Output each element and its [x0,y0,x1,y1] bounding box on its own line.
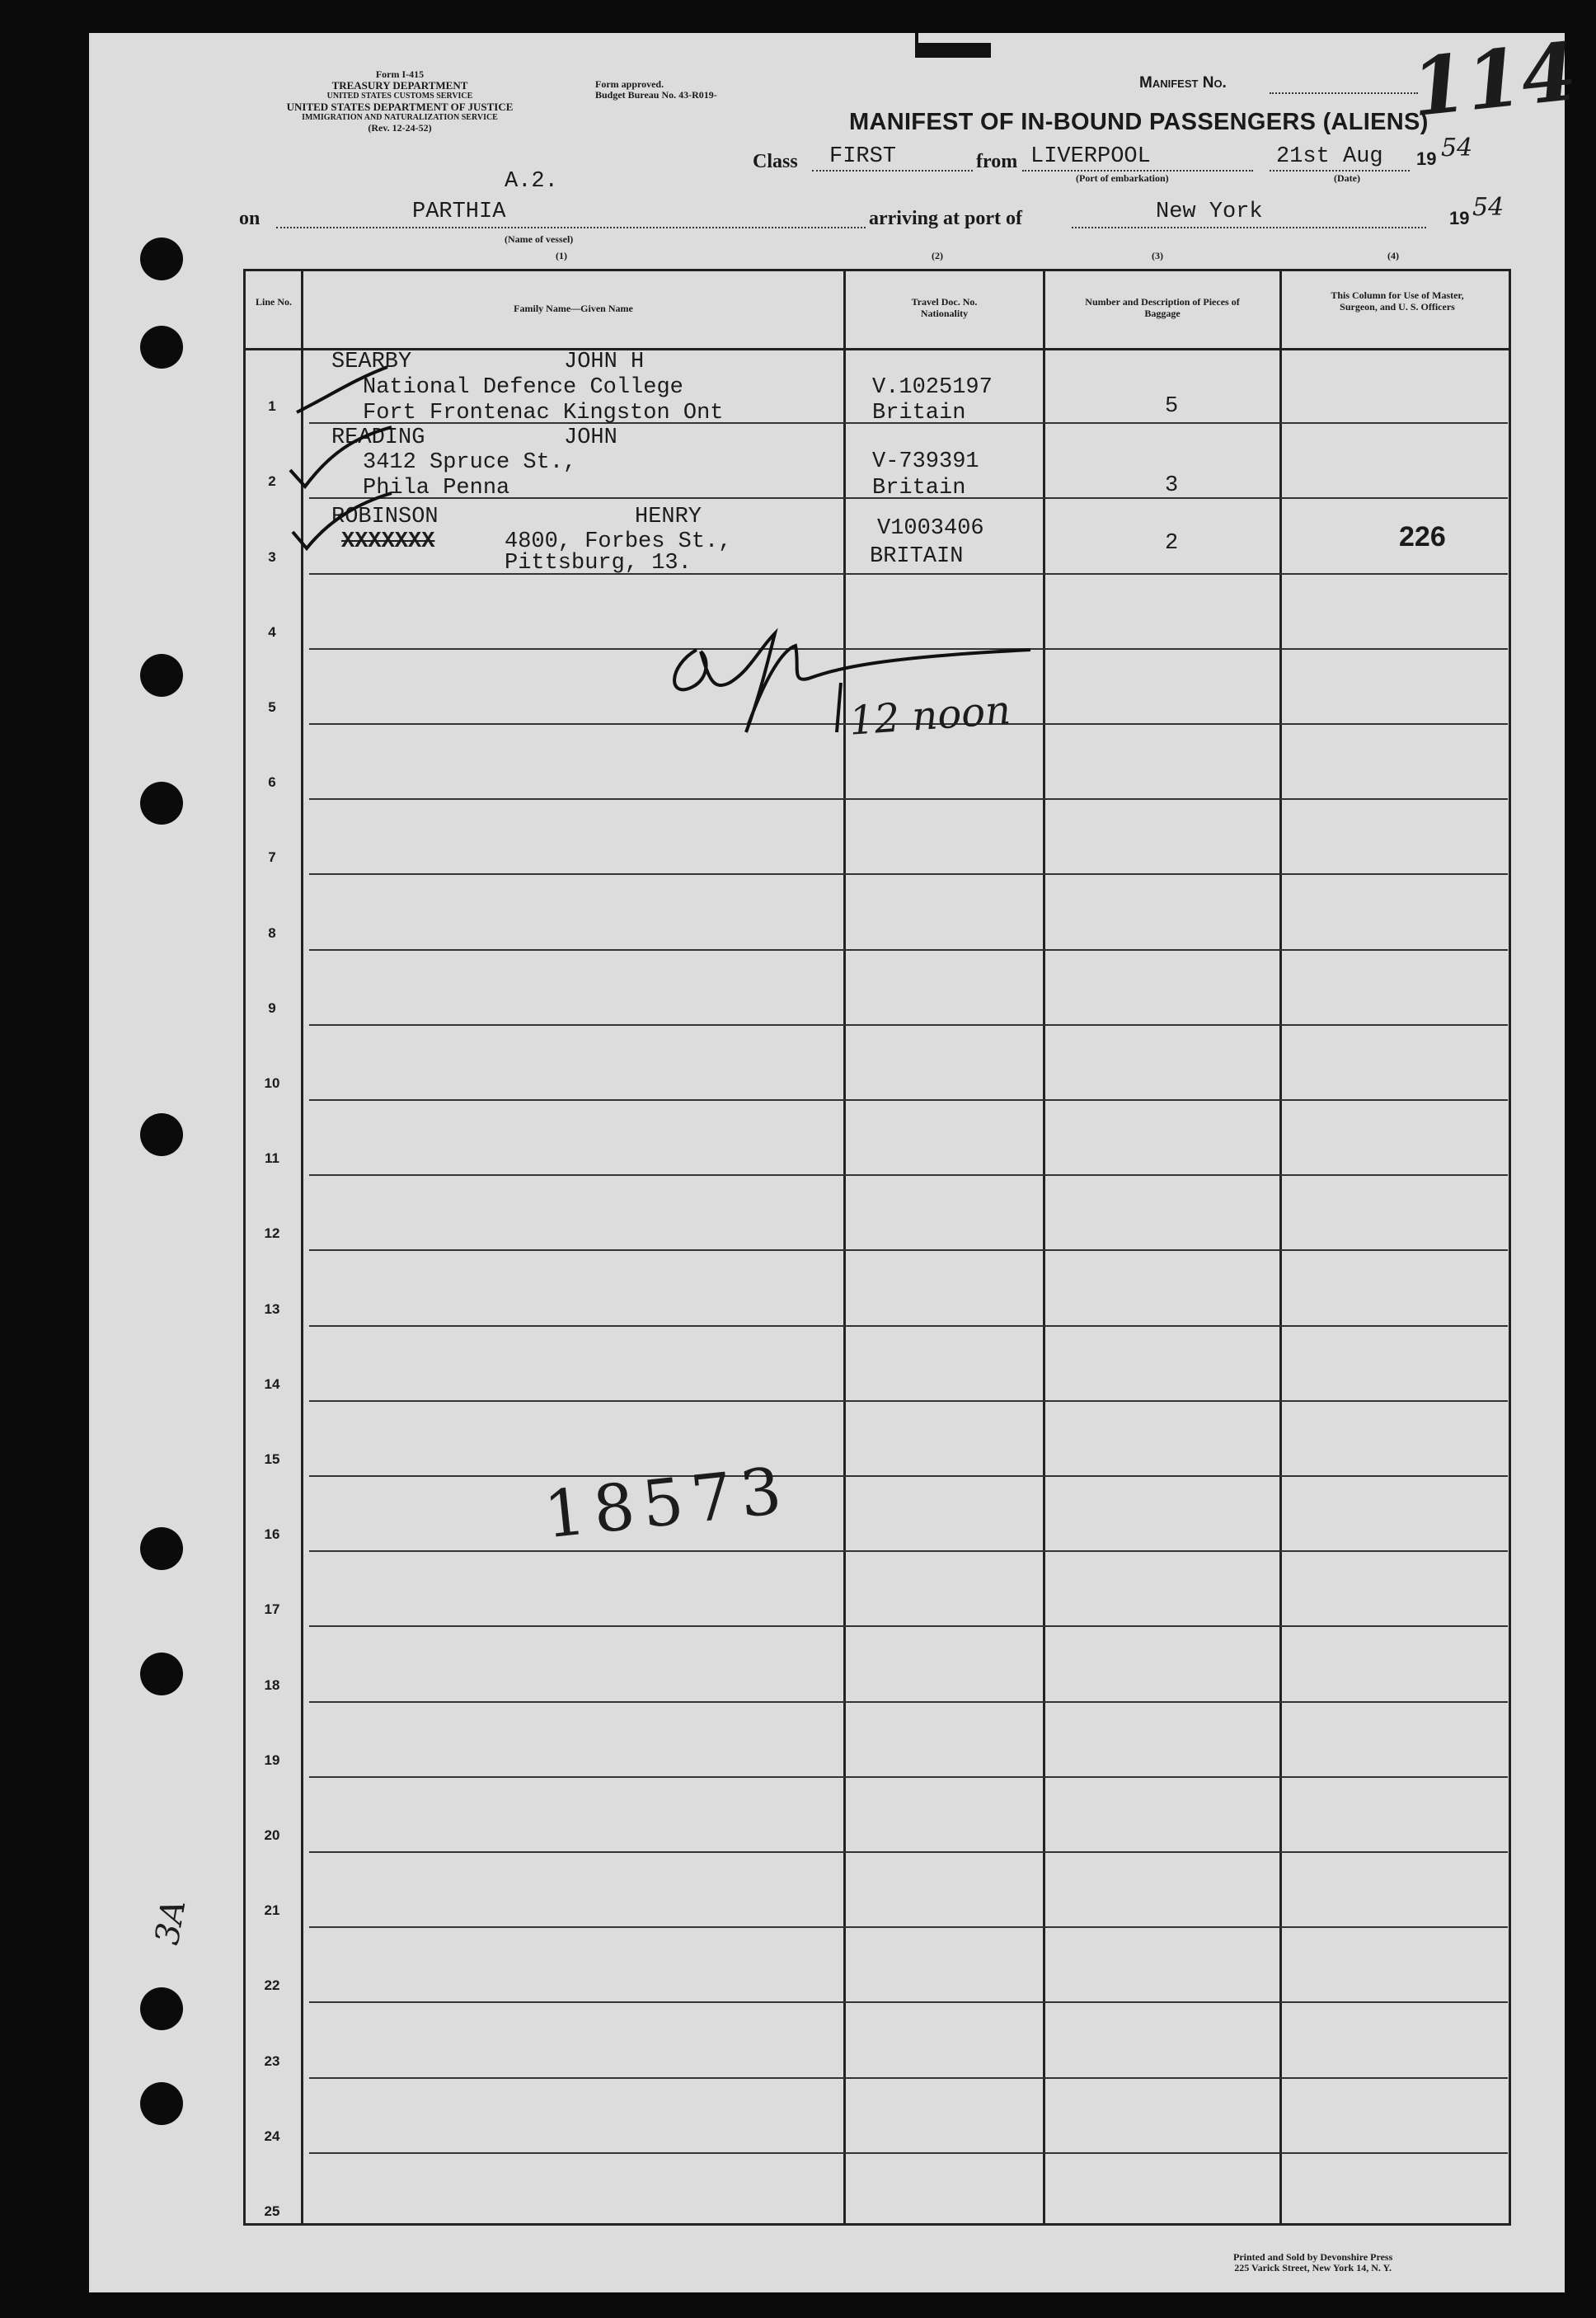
from-value: LIVERPOOL [1030,144,1151,169]
row-line [309,873,1508,875]
footer-printer: Printed and Sold by Devonshire Press 225 Varick Street, New York 14, N. Y. [1233,2251,1393,2273]
class-value: FIRST [829,144,897,169]
vessel-col: (1) [556,250,567,261]
punch-hole [140,1653,183,1695]
date-caption: (Date) [1334,172,1360,184]
row-line [309,1776,1508,1778]
port-caption: (Port of embarkation) [1076,172,1169,184]
row-line [309,798,1508,800]
col-num-4: (4) [1387,250,1399,261]
col-num-2: (2) [932,250,943,261]
row-line [309,1174,1508,1176]
entry-3-struck: XXXXXXX [341,529,435,554]
year2-prefix: 19 [1449,208,1470,228]
row-line [309,1851,1508,1853]
entry-3-officer: 226 [1399,521,1446,552]
line-number: 1 [268,398,276,415]
line-number: 14 [264,1375,280,1392]
punch-hole [140,2082,183,2125]
class-line [812,170,973,172]
date-line [1270,170,1410,172]
entry-3-addr2: Pittsburg, 13. [505,551,692,576]
line-number: 13 [264,1300,280,1317]
line-number: 5 [268,699,276,715]
row-line [309,1475,1508,1477]
vessel-code: A.2. [505,169,558,194]
arriving-value: New York [1156,200,1263,224]
entry-1-addr1: National Defence College [363,375,683,400]
line-number: 18 [264,1676,280,1693]
on-label: on [239,208,261,229]
line-number: 22 [264,1977,280,1994]
manifest-no-label: Manifest No. [1139,74,1227,92]
line-number: 8 [268,924,276,941]
row-line [309,573,1508,575]
row-line [309,1024,1508,1026]
entry-1-baggage: 5 [1165,394,1179,419]
from-line [1022,170,1253,172]
entry-3-nationality: BRITAIN [870,544,964,569]
col-head-baggage: Number and Description of Pieces of Baggage [1085,296,1240,319]
manifest-title: MANIFEST OF IN-BOUND PASSENGERS (ALIENS) [849,109,1429,135]
entry-3-baggage: 2 [1165,531,1179,556]
row-line [309,2001,1508,2003]
top-scribble [915,33,991,58]
line-number: 12 [264,1225,280,1242]
entry-1-given: JOHN H [564,350,645,374]
entry-2-given: JOHN [564,426,617,450]
entry-3-name: ROBINSON [331,505,439,529]
row-line [309,1325,1508,1327]
row-line [309,949,1508,951]
vessel-caption: (Name of vessel) [505,233,574,245]
col-head-name: Family Name—Given Name [514,303,633,314]
entry-1-addr2: Fort Frontenac Kingston Ont [363,401,724,426]
line-number: 16 [264,1526,280,1543]
entry-3-doc: V1003406 [877,516,984,541]
row-line [309,1550,1508,1552]
col-divider [1279,271,1282,2223]
vessel-line [276,227,866,228]
header-divider [246,348,1509,350]
col-num-3: (3) [1152,250,1163,261]
col-divider [843,271,846,2223]
handwritten-number: 114 [1406,24,1581,135]
punch-hole [140,1527,183,1570]
entry-3-given: HENRY [635,505,702,529]
year-value: 54 [1441,134,1473,162]
line-number: 9 [268,999,276,1016]
row-line [309,1400,1508,1402]
entry-2-doc: V-739391 [872,449,979,474]
row-line [309,1099,1508,1101]
approval-note: Form approved. Budget Bureau No. 43-R019- [595,78,717,101]
punch-hole [140,1113,183,1156]
punch-hole [140,237,183,280]
entry-1-name: SEARBY [331,350,412,374]
line-number: 25 [264,2203,280,2219]
row-line [309,2077,1508,2079]
arriving-label: arriving at port of [869,208,1022,229]
class-label: Class [753,151,798,172]
year2-value: 54 [1472,193,1504,222]
col-head-travel-doc: Travel Doc. No. Nationality [911,296,978,319]
punch-hole [140,782,183,825]
entry-1-doc: V.1025197 [872,375,993,400]
stamp-number: 18573 [541,1453,794,1554]
col-head-officers: This Column for Use of Master, Surgeon, and U. S. Officers [1331,289,1464,313]
row-line [309,1249,1508,1251]
entry-1-nationality: Britain [872,401,966,426]
row-line [309,1701,1508,1703]
arriving-line [1072,227,1426,228]
row-line [309,1926,1508,1928]
row-line [309,2152,1508,2154]
row-line [309,1625,1508,1627]
punch-hole [140,654,183,697]
from-label: from [976,151,1018,172]
entry-2-name: READING [331,426,425,450]
line-number: 24 [264,2128,280,2144]
line-number: 7 [268,849,276,866]
line-number: 6 [268,774,276,791]
line-number: 3 [268,548,276,565]
entry-2-baggage: 3 [1165,473,1179,498]
line-number: 10 [264,1075,280,1091]
check-marks [280,363,396,585]
year-prefix: 19 [1416,148,1437,169]
line-number: 19 [264,1751,280,1768]
col-divider [1043,271,1045,2223]
vessel-value: PARTHIA [412,200,506,224]
entry-2-addr1: 3412 Spruce St., [363,450,577,475]
date-value: 21st Aug [1276,144,1383,169]
punch-hole [140,326,183,369]
entry-2-addr2: Phila Penna [363,476,510,501]
line-number: 20 [264,1827,280,1843]
entry-3-addr1: 4800, Forbes St., [505,529,732,554]
entry-2-nationality: Britain [872,476,966,501]
manifest-no-line [1270,92,1418,94]
line-number: 2 [268,473,276,490]
punch-hole [140,1987,183,2030]
form-block: Form I-415 TREASURY DEPARTMENT UNITED STATES CUSTOMS SERVICE UNITED STATES DEPARTMENT OF JUSTICE IMMIGRATION AND NATURALIZATION SERVICE (Rev. 12-24-52) [286,68,514,134]
line-number: 15 [264,1451,280,1467]
line-number: 23 [264,2052,280,2069]
signature [651,600,1179,765]
line-number: 17 [264,1601,280,1618]
margin-note: 3A [148,1897,194,1948]
line-number: 21 [264,1902,280,1919]
line-number: 11 [265,1150,279,1167]
col-head-line: Line No. [255,296,292,308]
line-number: 4 [268,623,276,640]
signature-time: 12 noon [847,687,1012,745]
